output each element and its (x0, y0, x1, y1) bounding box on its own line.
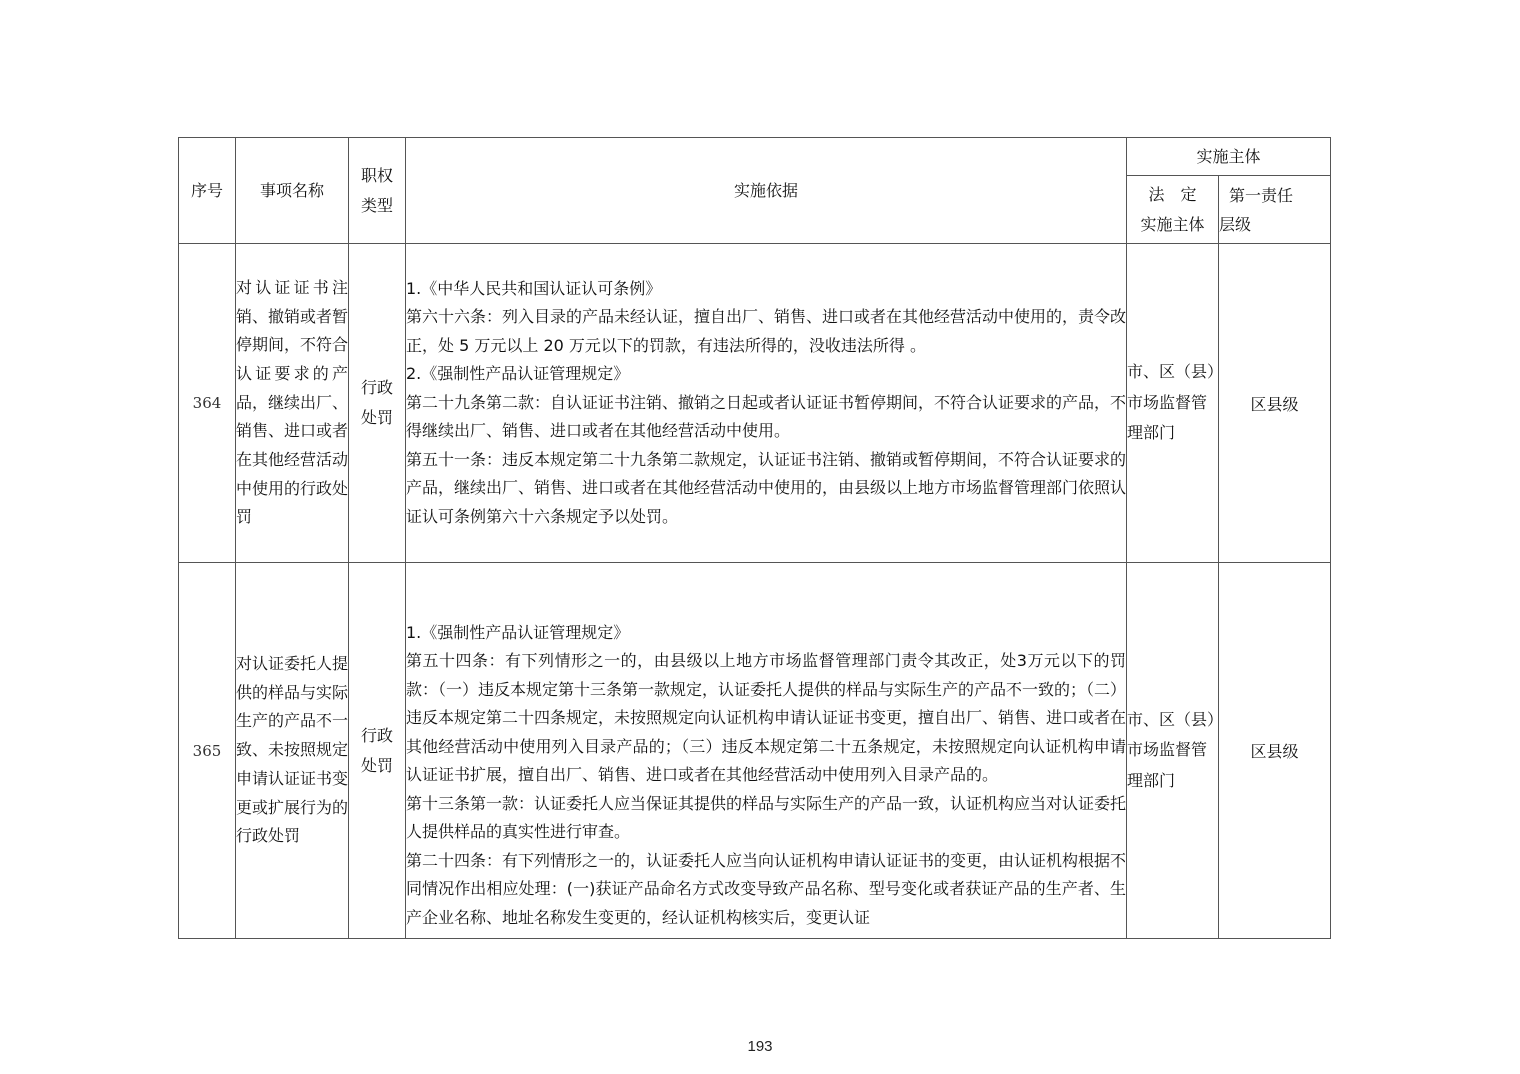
header-level-line2: 层级 (1219, 214, 1252, 234)
header-subject: 实施主体 (1127, 138, 1331, 176)
page-number: 193 (747, 1038, 773, 1055)
row-type-line2: 处罚 (360, 755, 393, 775)
basis-paragraph: 第十三条第一款：认证委托人应当保证其提供的样品与实际生产的产品一致，认证机构应当对认证委托人提供样品的真实性进行审查。 (406, 793, 1127, 841)
header-row-1 (179, 138, 1331, 176)
row-responsibility-level: 区县级 (1219, 244, 1331, 563)
header-seq: 序号 (179, 138, 236, 244)
row-item-name: 对认证委托人提供的样品与实际生产的产品不一致、未按照规定申请认证证书变更或扩展行为的行政处罚 (236, 563, 349, 939)
basis-paragraph: 1.《强制性产品认证管理规定》 (406, 622, 630, 642)
header-legal-line2: 实施主体 (1140, 214, 1205, 234)
row-type-line1: 行政 (360, 378, 393, 397)
row-basis (406, 244, 1127, 563)
header-type (349, 138, 406, 244)
basis-paragraph: 2.《强制性产品认证管理规定》 (406, 364, 630, 384)
table-row (179, 244, 1331, 563)
row-legal-subject: 市、区（县）市场监督管理部门 (1127, 244, 1219, 563)
basis-paragraph: 第二十四条：有下列情形之一的，认证委托人应当向认证机构申请认证证书的变更，由认证机构根据不同情况作出相应处理：(一)获证产品命名方式改变导致产品名称、型号变化或者获证产品的生产者、生产企业名称、地址名称发生变更的，经认证机构核实后，变更认证 (406, 850, 1127, 927)
row-seq: 365 (179, 563, 236, 939)
row-authority-type (349, 563, 406, 939)
row-item-name: 对认证证书注销、撤销或者暂停期间，不符合认证要求的产品，继续出厂、销售、进口或者在其他经营活动中使用的行政处罚 (236, 244, 349, 563)
basis-paragraph: 第六十六条：列入目录的产品未经认证，擅自出厂、销售、进口或者在其他经营活动中使用的，责令改正，处 5 万元以上 20 万元以下的罚款，有违法所得的，没收违法所得 。 (406, 307, 1127, 355)
header-type-line2: 类型 (360, 195, 393, 215)
header-level-line1: 第一责任 (1229, 185, 1294, 205)
table-row (179, 563, 1331, 939)
row-authority-type (349, 244, 406, 563)
basis-paragraph: 第五十四条：有下列情形之一的，由县级以上地方市场监督管理部门责令其改正，处3万元以下的罚款：（一）违反本规定第十三条第一款规定，认证委托人提供的样品与实际生产的产品不一致的；（二）违反本规定第二十四条规定，未按照规定向认证机构申请认证证书变更，擅自出厂、销售、进口或者在其他经营活动中使用列入目录产品的；（三）违反本规定第二十五条规定，未按照规定向认证机构申请认证证书扩展，擅自出厂、销售、进口或者在其他经营活动中使用列入目录产品的。 (406, 651, 1127, 784)
header-legal-line1: 法 定 (1148, 184, 1197, 204)
row-seq: 364 (179, 244, 236, 563)
enforcement-table (178, 137, 1331, 939)
row-legal-subject: 市、区（县）市场监督管理部门 (1127, 563, 1219, 939)
header-type-line1: 职权 (360, 165, 393, 185)
header-basis: 实施依据 (406, 138, 1127, 244)
header-name: 事项名称 (236, 138, 349, 244)
row-type-line2: 处罚 (360, 408, 393, 427)
header-legal-subject (1127, 176, 1219, 244)
basis-paragraph: 第二十九条第二款：自认证证书注销、撤销之日起或者认证证书暂停期间，不符合认证要求的产品，不得继续出厂、销售、进口或者在其他经营活动中使用。 (406, 392, 1127, 441)
row-type-line1: 行政 (360, 725, 393, 745)
row-responsibility-level: 区县级 (1219, 563, 1331, 939)
basis-paragraph: 第五十一条：违反本规定第二十九条第二款规定，认证证书注销、撤销或暂停期间，不符合认证要求的产品，继续出厂、销售、进口或者在其他经营活动中使用的，由县级以上地方市场监督管理部门依照认证认可条例第六十六条规定予以处罚。 (406, 449, 1127, 526)
header-level (1219, 176, 1331, 244)
basis-paragraph: 1.《中华人民共和国认证认可条例》 (406, 278, 662, 298)
row-basis (406, 563, 1127, 939)
